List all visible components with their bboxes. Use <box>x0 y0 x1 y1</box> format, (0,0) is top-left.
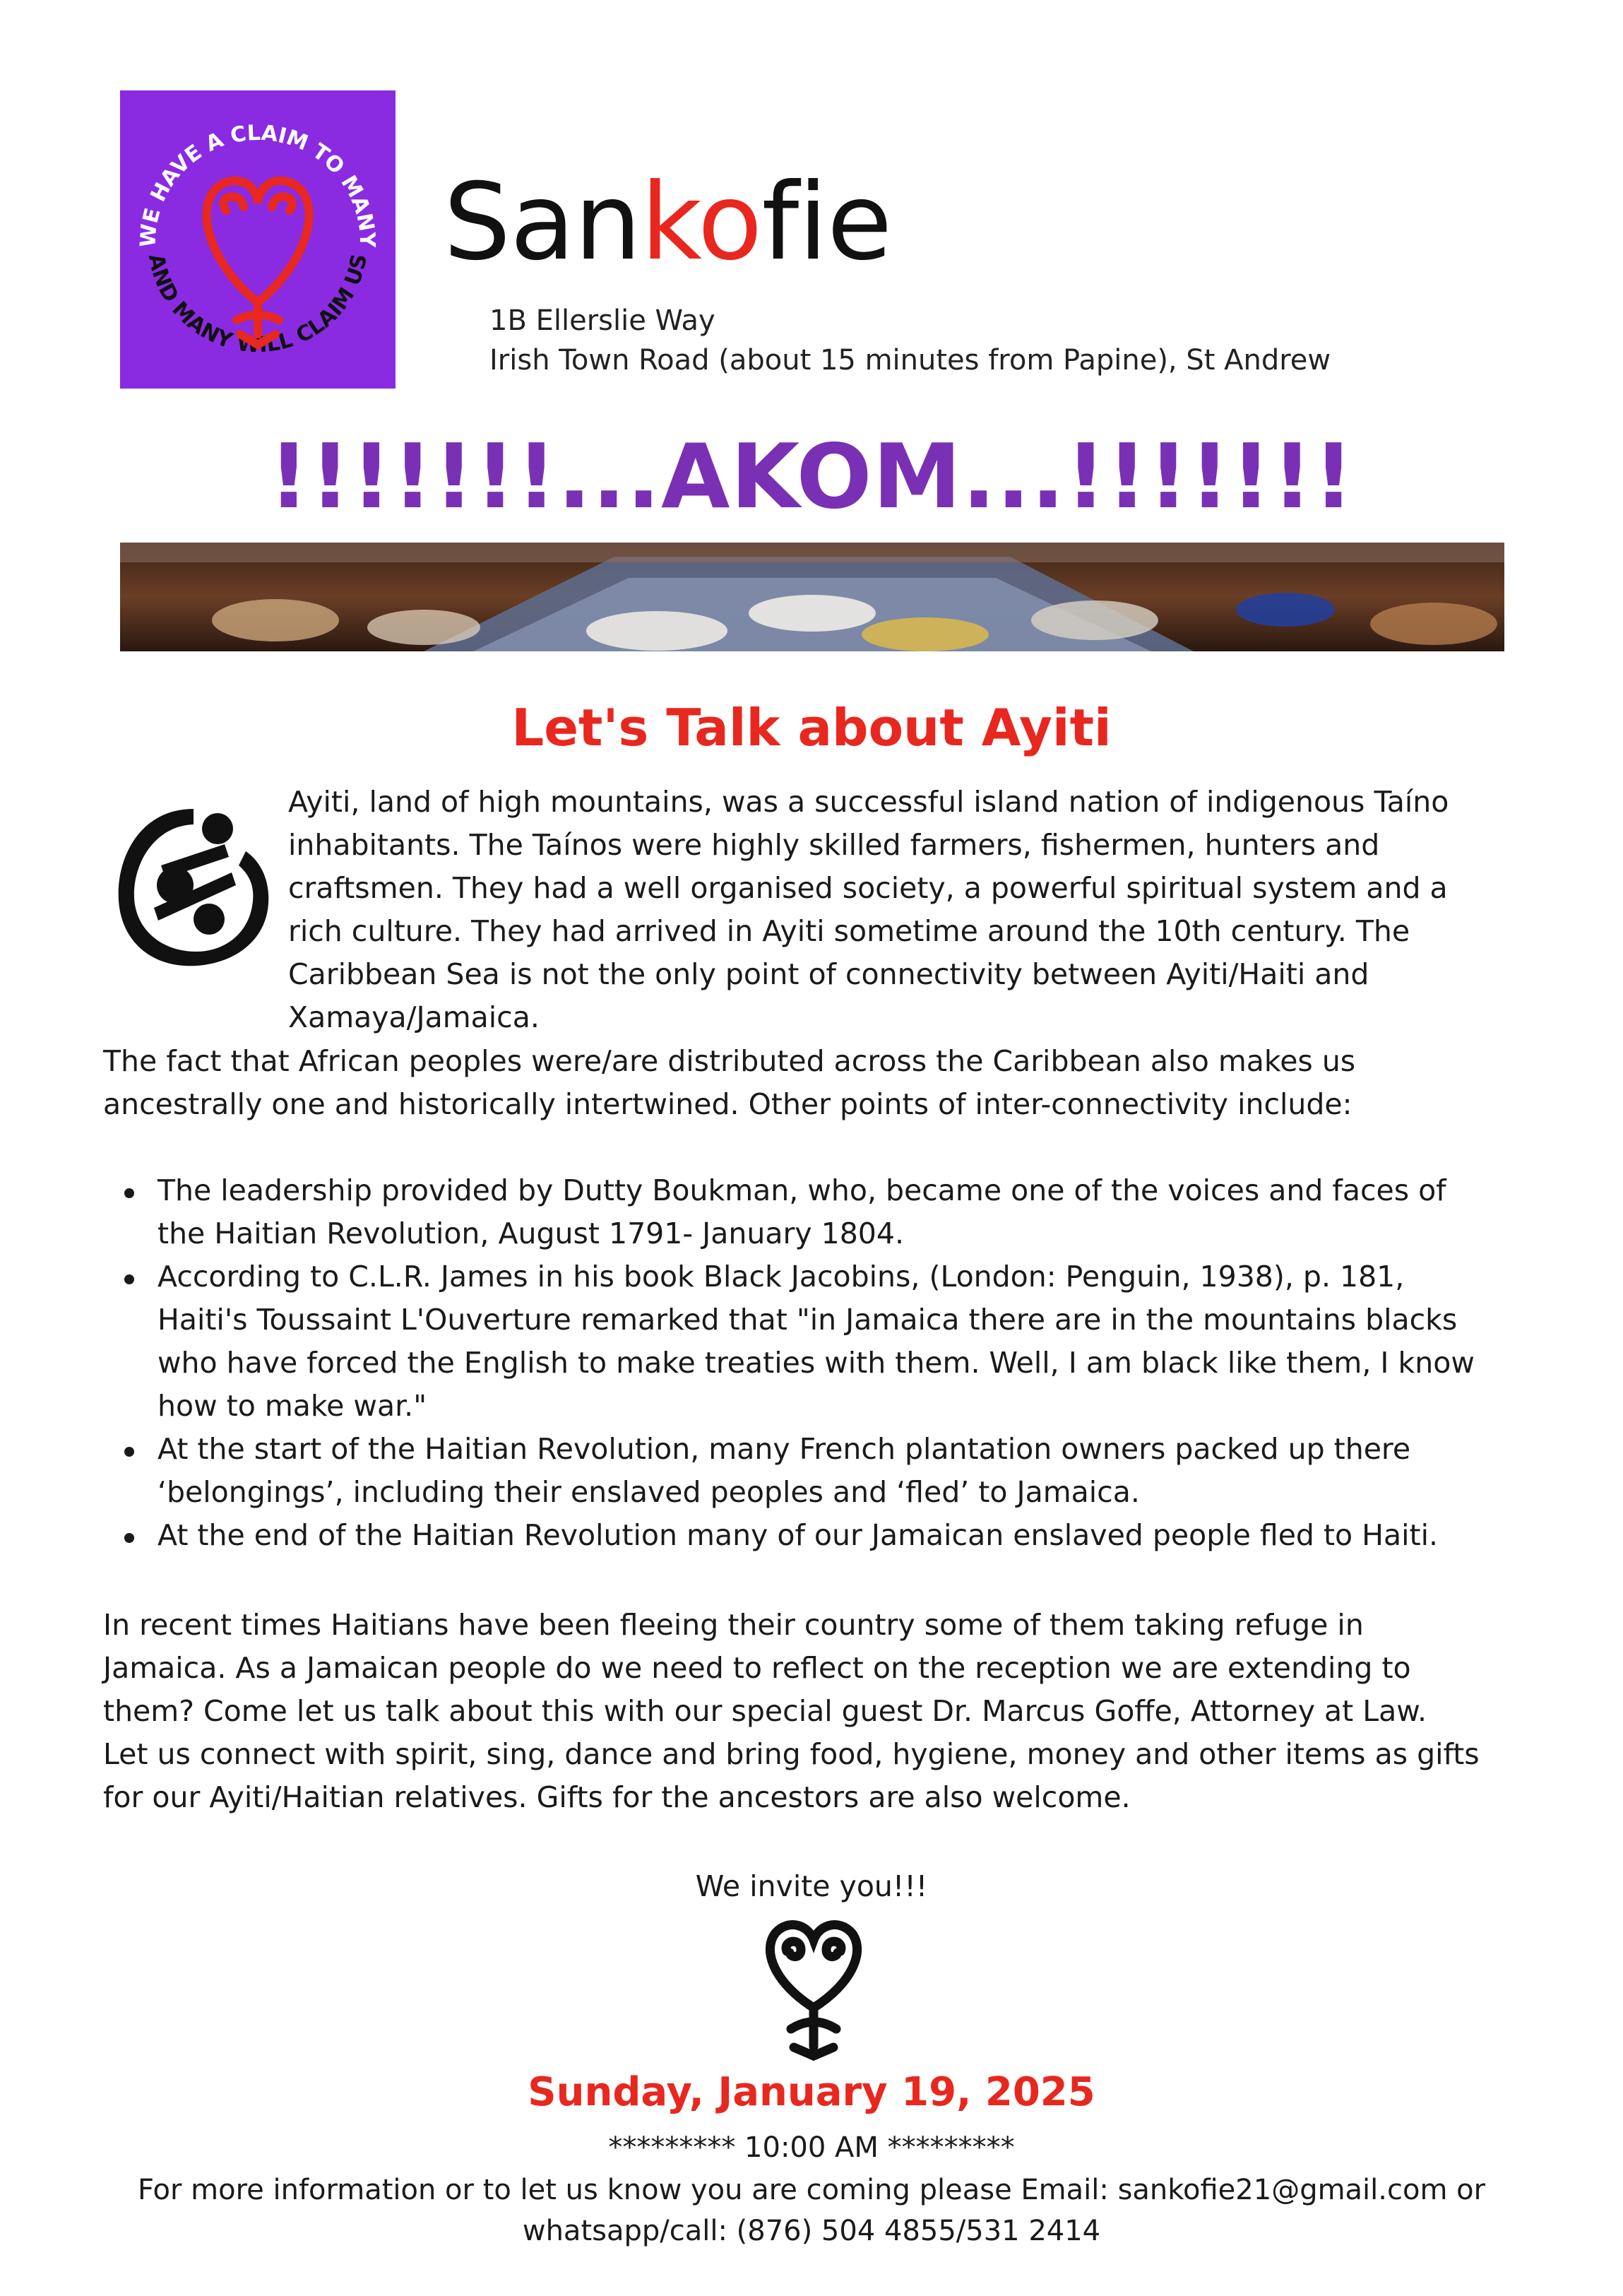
event-date: Sunday, January 19, 2025 <box>528 2069 1095 2115</box>
intro-line: Ayiti, land of high mountains, was a successful island nation of indigenous Taíno <box>288 785 1449 819</box>
brand-part-3: fie <box>761 161 892 284</box>
brand-part-1: San <box>444 161 641 284</box>
brand-part-accent: ko <box>641 161 762 284</box>
recent-line: Let us connect with spirit, sing, dance and bring food, hygiene, money and other items as gifts <box>103 1737 1480 1771</box>
bullet-item-fled-to-haiti <box>103 1514 1544 1557</box>
intro-line: inhabitants. The Taínos were highly skilled farmers, fishermen, hunters and <box>288 828 1380 862</box>
bullet-line: ‘belongings’, including their enslaved peoples and ‘fled’ to Jamaica. <box>157 1475 1140 1509</box>
intro-paragraph <box>288 781 1531 1039</box>
recent-line: In recent times Haitians have been fleeing their country some of them taking refuge in <box>103 1608 1364 1642</box>
bullet-line: According to C.L.R. James in his book Black Jacobins, (London: Penguin, 1938), p. 181, <box>157 1260 1405 1294</box>
intro-line: craftsmen. They had a well organised society, a powerful spiritual system and a <box>288 871 1448 905</box>
headline: !!!!!!!...AKOM...!!!!!!! <box>268 425 1355 528</box>
bullet-line: The leadership provided by Dutty Boukman, who, became one of the voices and faces of <box>157 1173 1446 1207</box>
sankofa-heart-icon <box>754 1916 873 2064</box>
brand-name <box>444 161 892 284</box>
contact-line-1: For more information or to let us know you are coming please Email: sankofie21@gmail.com or <box>137 2174 1486 2206</box>
recent-line: Jamaica. As a Jamaican people do we need to reflect on the reception we are extending to <box>103 1651 1411 1685</box>
intro-line: rich culture. They had arrived in Ayiti sometime around the 10th century. The <box>288 914 1410 948</box>
bullet-line: who have forced the English to make treaties with them. Well, I am black like them, I know <box>157 1346 1475 1380</box>
bullet-dot <box>124 1274 134 1284</box>
banner-image <box>120 543 1504 651</box>
bullet-dot <box>124 1533 134 1543</box>
contact-line-2: whatsapp/call: (876) 504 4855/531 2414 <box>522 2215 1101 2247</box>
recent-line: for our Ayiti/Haitian relatives. Gifts for the ancestors are also welcome. <box>103 1780 1131 1814</box>
recent-paragraph <box>103 1604 1544 1819</box>
invite-text: We invite you!!! <box>695 1869 928 1903</box>
bullet-line: At the start of the Haitian Revolution, many French plantation owners packed up there <box>157 1432 1411 1466</box>
intro-line: Xamaya/Jamaica. <box>288 1000 540 1034</box>
continuation-line: ancestrally one and historically intertwined. Other points of inter-connectivity include: <box>103 1087 1352 1121</box>
recent-line: them? Come let us talk about this with our special guest Dr. Marcus Goffe, Attorney at Law. <box>103 1694 1427 1728</box>
food-spread-banner <box>120 543 1504 651</box>
bullet-line: the Haitian Revolution, August 1791- January 1804. <box>157 1217 904 1250</box>
address-line-1: 1B Ellerslie Way <box>489 304 715 337</box>
logo-bottom-text: AND MANY WILL CLAIM US <box>143 252 373 358</box>
bullet-line: At the end of the Haitian Revolution many of our Jamaican enslaved people fled to Haiti. <box>157 1518 1439 1552</box>
bullet-item-plantation-owners <box>103 1428 1544 1514</box>
bullet-line: how to make war." <box>157 1389 427 1423</box>
intro-line: Caribbean Sea is not the only point of connectivity between Ayiti/Haiti and <box>288 957 1369 991</box>
logo-graphic <box>120 90 396 389</box>
section-title: Let's Talk about Ayiti <box>511 698 1112 757</box>
gye-nyame-icon <box>112 802 275 971</box>
continuation-paragraph <box>103 1040 1544 1126</box>
bullet-list <box>103 1169 1544 1557</box>
continuation-line: The fact that African peoples were/are distributed across the Caribbean also makes us <box>103 1044 1356 1078</box>
bullet-item-boukman <box>103 1169 1544 1255</box>
bullet-line: Haiti's Toussaint L'Ouverture remarked that "in Jamaica there are in the mountains blacks <box>157 1303 1458 1337</box>
logo <box>120 90 396 389</box>
bullet-dot <box>124 1447 134 1457</box>
bullet-dot <box>124 1188 134 1198</box>
bullet-item-toussaint <box>103 1255 1544 1428</box>
logo-top-text: WE HAVE A CLAIM TO MANY <box>136 120 380 249</box>
event-time: ********* 10:00 AM ********* <box>608 2131 1015 2164</box>
address-line-2: Irish Town Road (about 15 minutes from Papine), St Andrew <box>489 344 1331 377</box>
